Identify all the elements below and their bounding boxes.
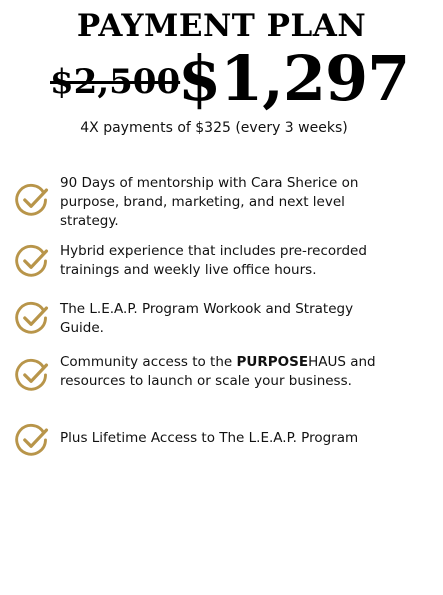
brand-name-rest: HAUS bbox=[308, 354, 346, 370]
feature-item-hybrid bbox=[14, 242, 404, 282]
check-circle-icon bbox=[14, 243, 50, 279]
brand-name-bold: PURPOSE bbox=[236, 354, 309, 370]
sale-price: $1,297 bbox=[178, 42, 410, 115]
check-circle-icon bbox=[14, 357, 50, 393]
check-circle-icon bbox=[14, 300, 50, 336]
feature-text: Plus Lifetime Access to The L.E.A.P. Program bbox=[60, 430, 359, 446]
check-circle-icon bbox=[14, 182, 50, 218]
feature-text-start: Community access to the bbox=[60, 354, 237, 370]
feature-item-community bbox=[14, 353, 404, 393]
check-circle-icon bbox=[14, 422, 50, 458]
feature-text bbox=[60, 353, 396, 391]
feature-item-mentorship bbox=[14, 174, 404, 232]
page-title: PAYMENT PLAN bbox=[76, 8, 367, 44]
price-row bbox=[50, 42, 410, 124]
payment-terms: 4X payments of $325 (every 3 weeks) bbox=[80, 120, 348, 136]
original-price: $2,500 bbox=[50, 62, 181, 102]
feature-item-lifetime-access bbox=[14, 422, 404, 458]
feature-text: Hybrid experience that includes pre-recorded trainings and weekly live office hours. bbox=[60, 243, 367, 278]
feature-item-workbook bbox=[14, 300, 404, 340]
feature-text-end: and resources to launch or scale your business. bbox=[60, 354, 376, 389]
feature-text: The L.E.A.P. Program Workook and Strategy Guide. bbox=[60, 301, 354, 336]
feature-text: 90 Days of mentorship with Cara Sherice on purpose, brand, marketing, and next level strategy. bbox=[60, 175, 359, 229]
